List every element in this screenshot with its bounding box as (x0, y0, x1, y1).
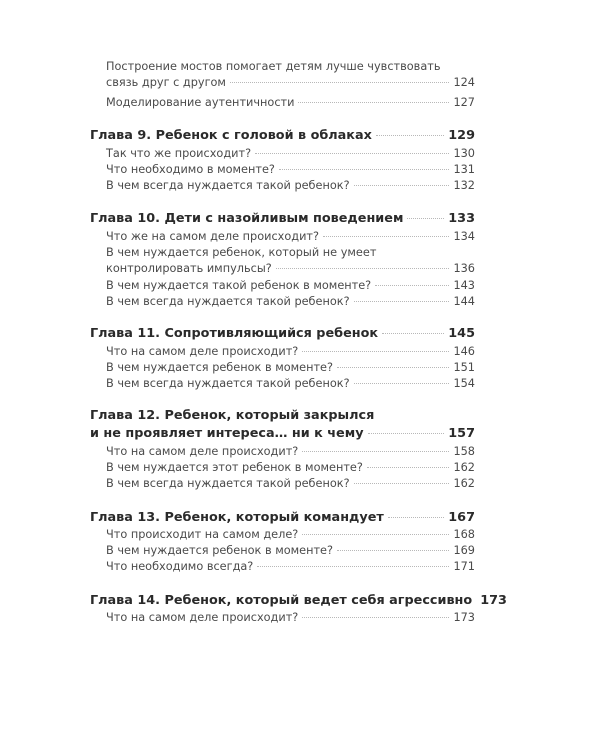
chapter-heading[interactable] (90, 510, 475, 525)
dot-leader (388, 517, 444, 518)
toc-entry[interactable] (106, 60, 475, 73)
chapter-page: 133 (448, 211, 475, 226)
dot-leader (354, 383, 450, 384)
toc-entry-page: 168 (453, 528, 475, 541)
dot-leader (354, 301, 450, 302)
toc-entry-title: Моделирование аутентичности (106, 96, 295, 109)
toc-entry[interactable] (106, 246, 475, 259)
toc-entry-page: 171 (453, 560, 475, 573)
toc-entry[interactable] (106, 544, 475, 557)
dot-leader (279, 169, 450, 170)
dot-leader (354, 483, 450, 484)
chapter-heading[interactable] (90, 211, 475, 226)
chapter-title: Глава 13. Ребенок, который командует (90, 510, 384, 525)
toc-entry-page: 136 (453, 262, 475, 275)
toc-entry-page: 130 (453, 147, 475, 160)
toc-entry-title: Что на самом деле происходит? (106, 611, 299, 624)
toc-entry[interactable] (106, 528, 475, 541)
chapter-page: 173 (480, 593, 507, 608)
dot-leader (407, 218, 444, 219)
toc-entry-title: Что на самом деле происходит? (106, 445, 299, 458)
chapter-title: Глава 11. Сопротивляющийся ребенок (90, 326, 379, 341)
chapter-heading[interactable] (90, 408, 475, 423)
toc-entry-title: В чем нуждается ребенок в моменте? (106, 361, 334, 374)
toc-entry-title: контролировать импульсы? (106, 262, 272, 275)
toc-entry[interactable] (106, 147, 475, 160)
toc-entry-page: 154 (453, 377, 475, 390)
dot-leader (302, 617, 449, 618)
toc-entry-title: В чем нуждается такой ребенок в моменте? (106, 279, 372, 292)
toc-entry[interactable] (106, 461, 475, 474)
toc-entry[interactable] (106, 611, 475, 624)
toc-entry[interactable] (106, 295, 475, 308)
chapter-page: 167 (448, 510, 475, 525)
toc-entry-page: 134 (453, 230, 475, 243)
dot-leader (302, 534, 449, 535)
toc-entry-title: В чем всегда нуждается такой ребенок? (106, 295, 350, 308)
chapter-title: Глава 9. Ребенок с головой в облаках (90, 128, 372, 143)
toc-entry-title: Что происходит на самом деле? (106, 528, 299, 541)
dot-leader (367, 467, 450, 468)
dot-leader (337, 550, 449, 551)
dot-leader (323, 236, 449, 237)
toc-entry[interactable] (106, 76, 475, 89)
toc-entry-title: В чем всегда нуждается такой ребенок? (106, 377, 350, 390)
chapter-title: Глава 14. Ребенок, который ведет себя агрессивно (90, 593, 473, 608)
toc-entry-page: 169 (453, 544, 475, 557)
toc-entry-page: 127 (453, 96, 475, 109)
dot-leader (230, 82, 449, 83)
chapter-page: 129 (448, 128, 475, 143)
chapter-title: и не проявляет интереса… ни к чему (90, 426, 364, 441)
dot-leader (302, 451, 449, 452)
toc-entry[interactable] (106, 279, 475, 292)
toc-entry-title: связь друг с другом (106, 76, 226, 89)
chapter-heading[interactable] (90, 593, 507, 608)
toc-entry[interactable] (106, 163, 475, 176)
toc-entry-title: Так что же происходит? (106, 147, 252, 160)
toc-entry-page: 143 (453, 279, 475, 292)
toc-entry-title: Что необходимо всегда? (106, 560, 254, 573)
toc-entry-page: 132 (453, 179, 475, 192)
toc-entry-title: В чем нуждается ребенок, который не умеет (106, 246, 377, 259)
toc-entry-title: Построение мостов помогает детям лучше чувствовать (106, 60, 441, 73)
toc-entry[interactable] (106, 345, 475, 358)
toc-entry-title: Что на самом деле происходит? (106, 345, 299, 358)
chapter-heading[interactable] (90, 426, 475, 441)
dot-leader (354, 185, 450, 186)
toc-entry[interactable] (106, 96, 475, 109)
chapter-page: 145 (448, 326, 475, 341)
dot-leader (337, 367, 449, 368)
chapter-title: Глава 10. Дети с назойливым поведением (90, 211, 404, 226)
toc-entry[interactable] (106, 477, 475, 490)
chapter-title: Глава 12. Ребенок, который закрылся (90, 408, 375, 423)
toc-entry-page: 146 (453, 345, 475, 358)
toc-entry-page: 131 (453, 163, 475, 176)
dot-leader (276, 268, 450, 269)
toc-entry-title: В чем нуждается этот ребенок в моменте? (106, 461, 363, 474)
toc-entry-title: В чем нуждается ребенок в моменте? (106, 544, 334, 557)
toc-entry[interactable] (106, 445, 475, 458)
toc-entry-page: 124 (453, 76, 475, 89)
dot-leader (382, 333, 444, 334)
dot-leader (376, 135, 444, 136)
toc-entry-title: Что необходимо в моменте? (106, 163, 275, 176)
dot-leader (255, 153, 449, 154)
dot-leader (368, 433, 445, 434)
toc-entry-page: 144 (453, 295, 475, 308)
toc-entry-page: 158 (453, 445, 475, 458)
dot-leader (302, 351, 449, 352)
dot-leader (257, 566, 449, 567)
toc-entry[interactable] (106, 230, 475, 243)
toc-entry[interactable] (106, 361, 475, 374)
toc-entry[interactable] (106, 262, 475, 275)
dot-leader (375, 285, 449, 286)
toc-entry-page: 151 (453, 361, 475, 374)
chapter-heading[interactable] (90, 326, 475, 341)
dot-leader (298, 102, 449, 103)
toc-entry[interactable] (106, 560, 475, 573)
chapter-page: 157 (448, 426, 475, 441)
toc-entry-page: 173 (453, 611, 475, 624)
toc-entry[interactable] (106, 377, 475, 390)
toc-entry-page: 162 (453, 477, 475, 490)
chapter-heading[interactable] (90, 128, 475, 143)
toc-entry-page: 162 (453, 461, 475, 474)
toc-entry-title: Что же на самом деле происходит? (106, 230, 319, 243)
toc-entry-title: В чем всегда нуждается такой ребенок? (106, 179, 350, 192)
toc-entry-title: В чем всегда нуждается такой ребенок? (106, 477, 350, 490)
toc-entry[interactable] (106, 179, 475, 192)
